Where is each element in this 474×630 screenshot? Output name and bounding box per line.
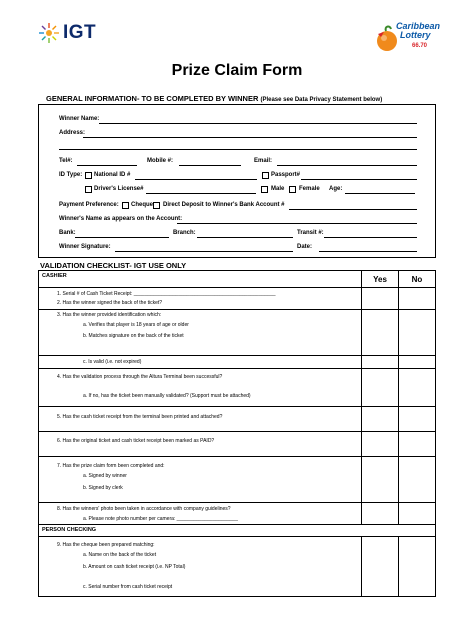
yes-cell[interactable] <box>362 356 399 369</box>
yes-cell[interactable] <box>362 288 399 310</box>
item-8: 8. Has the winners' photo been taken in accordance with company guidelines? <box>57 506 231 512</box>
yes-cell[interactable] <box>362 369 399 407</box>
branch-field[interactable] <box>197 237 293 238</box>
no-cell[interactable] <box>399 356 436 369</box>
yes-cell[interactable] <box>362 407 399 432</box>
cashier-heading: CASHIER <box>42 273 67 279</box>
payment-pref-label: Payment Preference: <box>59 202 119 208</box>
item-2: 2. Has the winner signed the back of the ticket? <box>57 300 163 306</box>
item-1: 1. Serial # of Cash Ticket Receipt: ___________________________________________________ <box>57 291 276 297</box>
drivers-license-checkbox[interactable] <box>85 186 92 193</box>
caribbean-text: Caribbean <box>396 21 441 31</box>
no-cell[interactable] <box>399 310 436 356</box>
signature-field[interactable] <box>115 251 293 252</box>
yes-heading: Yes <box>373 274 387 284</box>
validation-checklist <box>38 270 436 597</box>
address-label: Address: <box>59 130 86 136</box>
caribbean-lottery-logo <box>374 18 454 56</box>
item-9: 9. Has the cheque been prepared matching: <box>57 542 155 548</box>
drivers-license-label: Driver's License# <box>94 186 144 192</box>
transit-label: Transit #: <box>297 230 324 236</box>
item-7: 7. Has the prize claim form been completed and: <box>57 463 165 469</box>
address-field-2[interactable] <box>59 149 417 150</box>
no-heading: No <box>411 274 423 284</box>
address-field[interactable] <box>83 137 417 138</box>
transit-field[interactable] <box>324 237 417 238</box>
email-field[interactable] <box>277 165 417 166</box>
igt-sun-icon <box>38 22 60 44</box>
validation-heading: VALIDATION CHECKLIST- IGT USE ONLY <box>40 261 187 270</box>
yes-cell[interactable] <box>362 457 399 503</box>
national-id-checkbox[interactable] <box>85 172 92 179</box>
passport-label: Passport# <box>271 172 301 178</box>
item-3c: c. Is valid (i.e. not expired) <box>83 359 142 365</box>
item-3: 3. Has the winner provided identification which: <box>57 312 162 318</box>
yes-cell[interactable] <box>362 432 399 457</box>
no-cell[interactable] <box>399 537 436 597</box>
passport-field[interactable] <box>301 179 417 180</box>
direct-deposit-checkbox[interactable] <box>153 202 160 209</box>
tel-field[interactable] <box>77 165 137 166</box>
item-9a: a. Name on the back of the ticket <box>83 552 157 558</box>
item-3a: a. Verifies that player is 18 years of age or older <box>83 322 189 328</box>
mobile-field[interactable] <box>179 165 241 166</box>
no-cell[interactable] <box>399 457 436 503</box>
bank-account-field[interactable] <box>289 209 417 210</box>
item-8a: a. Please note photo number per camera: ______________________ <box>83 516 238 522</box>
female-checkbox[interactable] <box>289 186 296 193</box>
yes-cell[interactable] <box>362 310 399 356</box>
name-on-account-label: Winner's Name as appears on the Account: <box>59 216 183 222</box>
item-5: 5. Has the cash ticket receipt from the terminal been printed and attached? <box>57 414 223 420</box>
female-label: Female <box>299 186 320 192</box>
lottery-text: Lottery <box>400 30 431 40</box>
age-field[interactable] <box>345 193 415 194</box>
winner-name-field[interactable] <box>99 123 417 124</box>
date-field[interactable] <box>319 251 417 252</box>
cheque-checkbox[interactable] <box>122 202 129 209</box>
igt-logo <box>38 22 96 44</box>
winner-name-label: Winner Name: <box>59 116 100 122</box>
item-4: 4. Has the validation process through the Altura Terminal been successful? <box>57 374 223 380</box>
yes-cell[interactable] <box>362 503 399 525</box>
drivers-license-field[interactable] <box>146 193 256 194</box>
date-label: Date: <box>297 244 313 250</box>
yes-cell[interactable] <box>362 537 399 597</box>
cl-number: 66.70 <box>412 43 428 49</box>
no-cell[interactable] <box>399 407 436 432</box>
item-6: 6. Has the original ticket and cash ticket receipt been marked as PAID? <box>57 438 215 444</box>
item-9c: c. Serial number from cash ticket receipt <box>83 584 173 590</box>
national-id-label: National ID # <box>94 172 131 178</box>
signature-label: Winner Signature: <box>59 244 111 250</box>
tel-label: Tel#: <box>59 158 73 164</box>
general-heading: GENERAL INFORMATION- TO BE COMPLETED BY WINNER (Please see Data Privacy Statement below) <box>46 94 383 103</box>
id-type-label: ID Type: <box>59 172 83 178</box>
person-checking-heading: PERSON CHECKING <box>42 527 97 533</box>
name-on-account-field[interactable] <box>177 223 417 224</box>
mobile-label: Mobile #: <box>147 158 174 164</box>
no-cell[interactable] <box>399 503 436 525</box>
bank-field[interactable] <box>75 237 169 238</box>
male-label: Male <box>271 186 285 192</box>
direct-deposit-label: Direct Deposit to Winner's Bank Account # <box>163 202 285 208</box>
no-cell[interactable] <box>399 288 436 310</box>
item-9b: b. Amount on cash ticket receipt (i.e. NP Total) <box>83 564 186 570</box>
page-title: Prize Claim Form <box>171 62 303 79</box>
item-4a: a. If no, has the ticket been manually validated? (Support must be attached) <box>83 393 251 399</box>
bank-label: Bank: <box>59 230 76 236</box>
age-label: Age: <box>329 186 343 192</box>
general-info-box <box>38 104 436 258</box>
item-3b: b. Matches signature on the back of the ticket <box>83 333 184 339</box>
email-label: Email: <box>254 158 273 164</box>
item-7b: b. Signed by clerk <box>83 485 123 491</box>
national-id-field[interactable] <box>135 179 257 180</box>
branch-label: Branch: <box>173 230 196 236</box>
no-cell[interactable] <box>399 432 436 457</box>
igt-logo-text: IGT <box>63 22 97 43</box>
no-cell[interactable] <box>399 369 436 407</box>
cheque-label: Cheque <box>131 202 154 208</box>
male-checkbox[interactable] <box>261 186 268 193</box>
passport-checkbox[interactable] <box>262 172 269 179</box>
item-7a: a. Signed by winner <box>83 473 127 479</box>
